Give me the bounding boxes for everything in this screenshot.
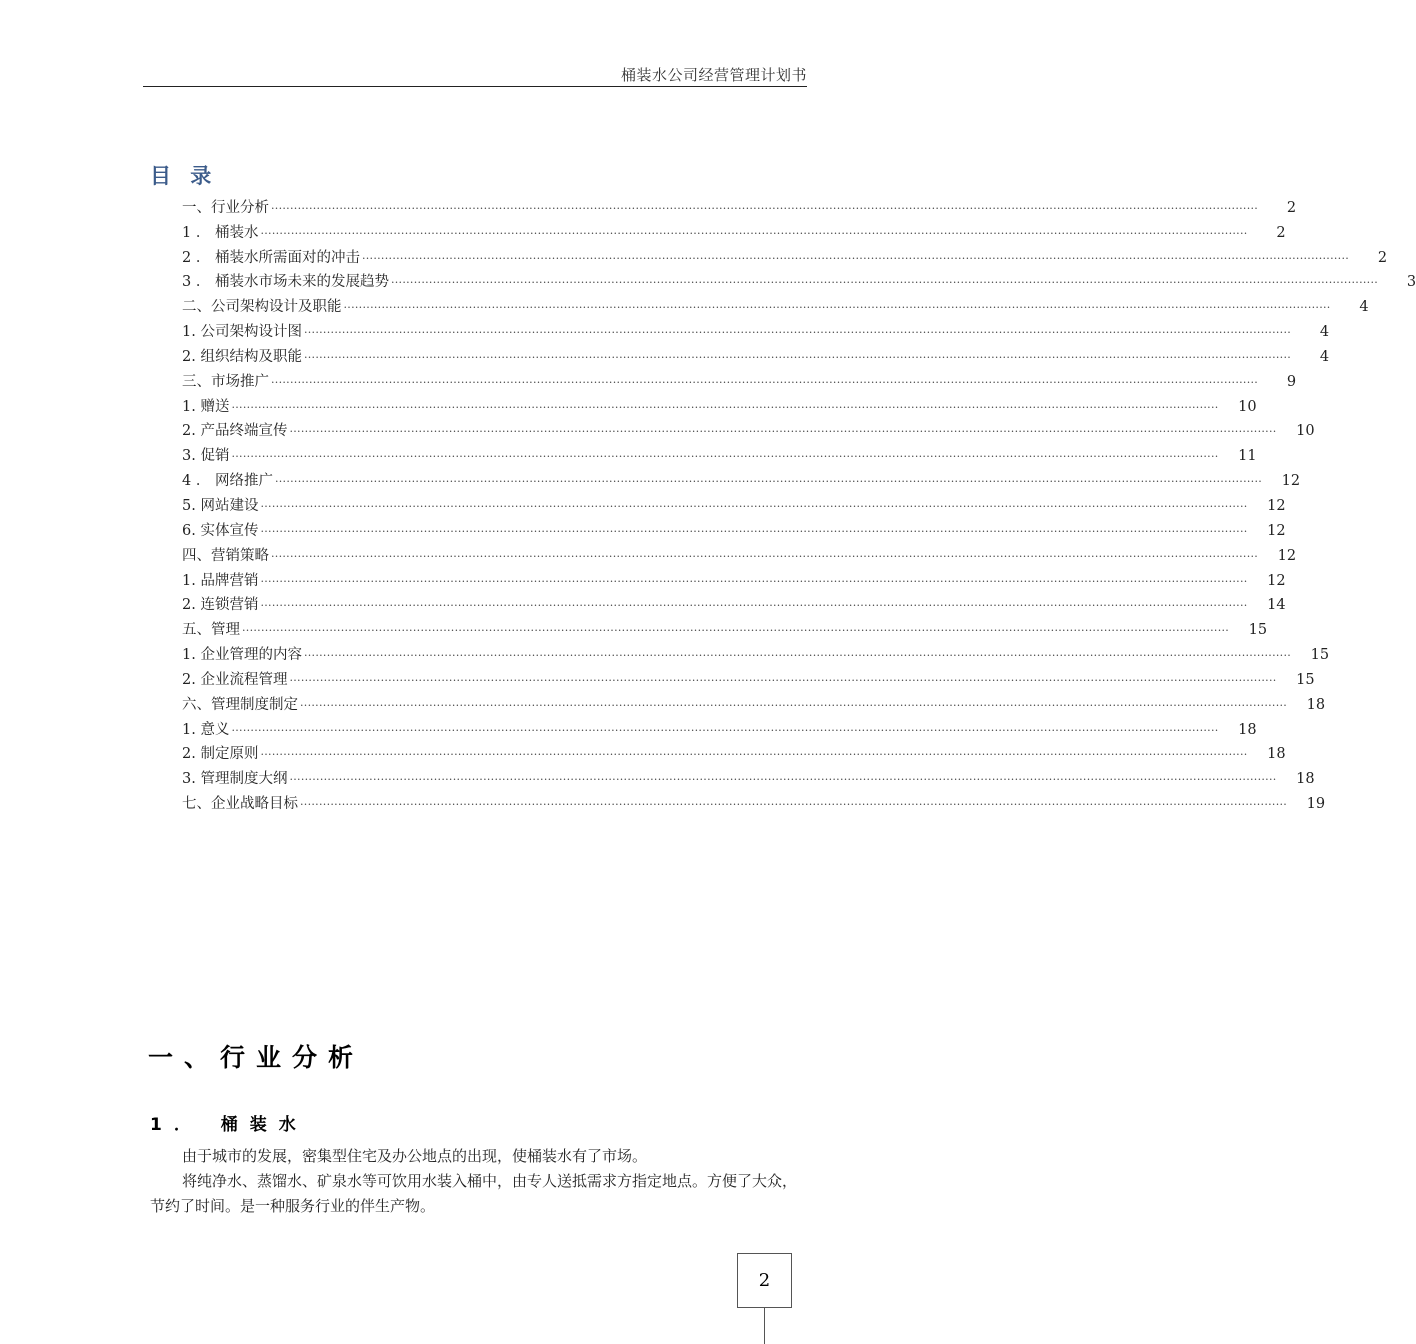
toc-entry-page: 18	[1306, 696, 1326, 713]
toc-dot-leader: ....................................................................................................................................................................................................................................................................	[260, 496, 1248, 510]
table-of-contents	[182, 192, 1416, 813]
toc-entry-label: 四、营销策略	[182, 547, 269, 564]
toc-entry-page: 11	[1238, 448, 1257, 465]
toc-dot-leader: ....................................................................................................................................................................................................................................................................	[231, 447, 1219, 461]
toc-entry-page: 12	[1281, 473, 1301, 490]
toc-entry-page: 12	[1267, 522, 1286, 539]
toc-dot-leader: ....................................................................................................................................................................................................................................................................	[361, 248, 1350, 262]
toc-entry[interactable]	[182, 291, 1369, 316]
toc-entry-page: 12	[1267, 572, 1286, 589]
toc-entry-label: 七、企业战略目标	[182, 796, 298, 813]
toc-entry-label: 2. 制定原则	[182, 746, 259, 763]
body-text	[150, 1144, 802, 1219]
toc-dot-leader: ....................................................................................................................................................................................................................................................................	[231, 397, 1219, 411]
toc-entry-label: 2. 组织结构及职能	[182, 348, 302, 365]
toc-entry[interactable]	[182, 763, 1315, 788]
toc-entry-page: 15	[1248, 622, 1268, 639]
toc-entry[interactable]	[182, 242, 1388, 267]
toc-entry-label: 4 ． 网络推广	[182, 473, 273, 490]
toc-entry-page: 9	[1286, 373, 1297, 390]
page-number-box	[737, 1253, 792, 1308]
toc-dot-leader: ....................................................................................................................................................................................................................................................................	[289, 670, 1277, 684]
toc-entry-label: 1. 意义	[182, 721, 230, 738]
toc-entry[interactable]	[182, 267, 1416, 292]
toc-entry-label: 2 ． 桶装水所需面对的冲击	[182, 249, 360, 266]
toc-dot-leader: ....................................................................................................................................................................................................................................................................	[289, 770, 1277, 784]
toc-entry-page: 18	[1238, 721, 1257, 738]
toc-entry[interactable]	[182, 316, 1330, 341]
toc-entry-label: 1. 企业管理的内容	[182, 647, 302, 664]
toc-entry-label: 2. 企业流程管理	[182, 671, 288, 688]
toc-entry-page: 2	[1377, 249, 1388, 266]
toc-dot-leader: ....................................................................................................................................................................................................................................................................	[274, 472, 1263, 486]
toc-entry-label: 3 ． 桶装水市场未来的发展趋势	[182, 274, 389, 291]
toc-dot-leader: ....................................................................................................................................................................................................................................................................	[242, 621, 1230, 635]
toc-dot-leader: ....................................................................................................................................................................................................................................................................	[260, 596, 1248, 610]
toc-entry[interactable]	[182, 440, 1257, 465]
toc-dot-leader: ....................................................................................................................................................................................................................................................................	[260, 571, 1248, 585]
toc-dot-leader: ....................................................................................................................................................................................................................................................................	[271, 546, 1259, 560]
toc-entry-page: 2	[1286, 199, 1297, 216]
toc-entry-label: 3. 促销	[182, 448, 230, 465]
toc-entry-label: 6. 实体宣传	[182, 522, 259, 539]
toc-entry-page: 10	[1296, 423, 1315, 440]
toc-entry[interactable]	[182, 614, 1268, 639]
toc-entry-label: 1. 品牌营销	[182, 572, 259, 589]
toc-dot-leader: ....................................................................................................................................................................................................................................................................	[300, 695, 1288, 709]
toc-entry-page: 15	[1296, 671, 1315, 688]
toc-entry-label: 1 ． 桶装水	[182, 224, 259, 241]
toc-dot-leader: ....................................................................................................................................................................................................................................................................	[271, 372, 1259, 386]
toc-entry-page: 15	[1310, 647, 1330, 664]
toc-entry[interactable]	[182, 639, 1330, 664]
toc-entry-page: 2	[1276, 224, 1286, 241]
toc-entry-label: 二、公司架构设计及职能	[182, 299, 342, 316]
toc-entry[interactable]	[182, 540, 1297, 565]
toc-entry-label: 1. 赠送	[182, 398, 230, 415]
toc-entry[interactable]	[182, 341, 1330, 366]
toc-entry-label: 1. 公司架构设计图	[182, 324, 302, 341]
toc-dot-leader: ....................................................................................................................................................................................................................................................................	[303, 347, 1292, 361]
toc-dot-leader: ....................................................................................................................................................................................................................................................................	[303, 323, 1292, 337]
toc-entry-label: 六、管理制度制定	[182, 696, 298, 713]
toc-entry[interactable]	[182, 465, 1301, 490]
toc-entry-page: 18	[1267, 746, 1286, 763]
toc-dot-leader: ....................................................................................................................................................................................................................................................................	[303, 646, 1292, 660]
toc-entry-label: 3. 管理制度大纲	[182, 771, 288, 788]
toc-entry[interactable]	[182, 739, 1286, 764]
toc-entry-page: 10	[1238, 398, 1257, 415]
toc-entry[interactable]	[182, 515, 1286, 540]
toc-entry-label: 三、市场推广	[182, 373, 269, 390]
toc-entry-page: 18	[1296, 771, 1315, 788]
header-rule	[143, 86, 807, 87]
toc-dot-leader: ....................................................................................................................................................................................................................................................................	[260, 521, 1248, 535]
toc-dot-leader: ....................................................................................................................................................................................................................................................................	[289, 422, 1277, 436]
toc-entry-page: 4	[1319, 348, 1330, 365]
toc-title: 目 录	[150, 164, 218, 188]
paragraph: 由于城市的发展，密集型住宅及办公地点的出现，使桶装水有了市场。	[182, 1147, 648, 1165]
toc-entry[interactable]	[182, 788, 1326, 813]
toc-entry-page: 12	[1277, 547, 1297, 564]
running-header: 桶装水公司经营管理计划书	[620, 66, 807, 84]
toc-dot-leader: ....................................................................................................................................................................................................................................................................	[300, 795, 1288, 809]
toc-entry[interactable]	[182, 565, 1286, 590]
page-number-stem	[764, 1308, 765, 1344]
subsection-heading: 1． 桶装水	[150, 1115, 308, 1135]
toc-entry[interactable]	[182, 490, 1286, 515]
toc-entry-label: 5. 网站建设	[182, 497, 259, 514]
toc-entry[interactable]	[182, 664, 1315, 689]
toc-dot-leader: ....................................................................................................................................................................................................................................................................	[343, 298, 1331, 312]
toc-dot-leader: ....................................................................................................................................................................................................................................................................	[260, 223, 1248, 237]
toc-entry-label: 2. 连锁营销	[182, 597, 259, 614]
section-heading: 一、行业分析	[148, 1043, 365, 1072]
toc-entry-page: 4	[1359, 299, 1369, 316]
toc-entry-label: 一、行业分析	[182, 199, 269, 216]
toc-entry[interactable]	[182, 217, 1286, 242]
toc-dot-leader: ....................................................................................................................................................................................................................................................................	[260, 745, 1248, 759]
toc-entry[interactable]	[182, 391, 1257, 416]
toc-dot-leader: ....................................................................................................................................................................................................................................................................	[231, 720, 1219, 734]
toc-entry-page: 3	[1406, 274, 1416, 291]
toc-entry[interactable]	[182, 416, 1315, 441]
toc-entry-page: 14	[1267, 597, 1286, 614]
toc-entry[interactable]	[182, 192, 1297, 217]
toc-entry-page: 4	[1319, 324, 1330, 341]
toc-entry[interactable]	[182, 714, 1257, 739]
toc-entry[interactable]	[182, 689, 1326, 714]
toc-entry-label: 五、管理	[182, 622, 240, 639]
toc-entry-page: 19	[1306, 796, 1326, 813]
toc-dot-leader: ....................................................................................................................................................................................................................................................................	[271, 198, 1259, 212]
paragraph: 将纯净水、蒸馏水、矿泉水等可饮用水装入桶中，由专人送抵需求方指定地点。方便了大众，节约了时间。是一种服务行业的伴生产物。	[150, 1172, 798, 1215]
toc-entry[interactable]	[182, 590, 1286, 615]
page-number: 2	[758, 1270, 771, 1291]
toc-entry-page: 12	[1267, 497, 1286, 514]
toc-dot-leader: ....................................................................................................................................................................................................................................................................	[390, 273, 1379, 287]
toc-entry-label: 2. 产品终端宣传	[182, 423, 288, 440]
toc-entry[interactable]	[182, 366, 1297, 391]
